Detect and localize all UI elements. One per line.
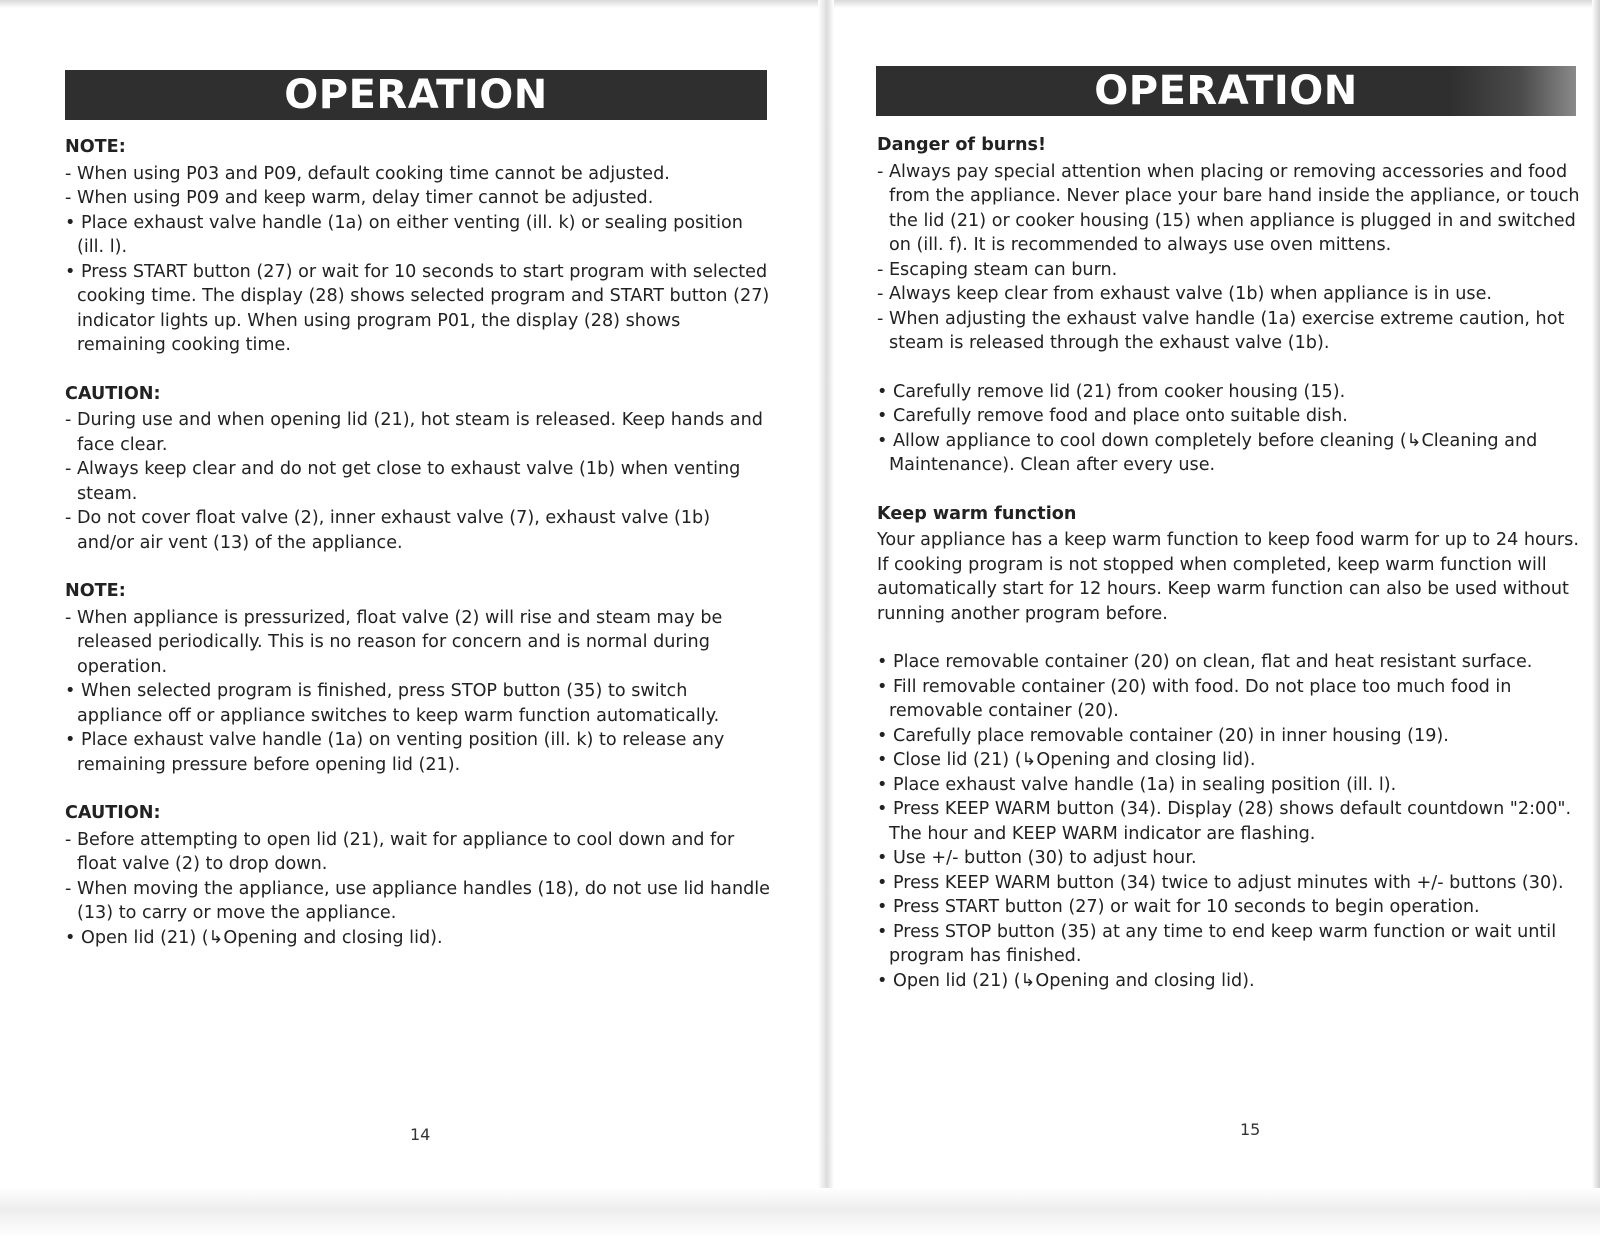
list-item: • Press KEEP WARM button (34). Display (28) shows default countdown "2:00". The hour and KEEP WARM indicator are flashing. — [877, 799, 1572, 844]
right-page — [877, 0, 1580, 1190]
list-item: - When appliance is pressurized, float valve (2) will rise and steam may be released periodically. This is no reason for concern and is normal during operation. — [65, 607, 723, 677]
list-item: • Press START button (27) or wait for 10 seconds to start program with selected cooking time. The display (28) shows selected program and START button (27) indicator lights up. When using program P01, the display (28) shows remaining cooking time. — [65, 261, 770, 355]
section-title: NOTE: — [65, 581, 126, 601]
section-title: Keep warm function — [877, 503, 1077, 524]
list-item: - Do not cover float valve (2), inner exhaust valve (7), exhaust valve (1b) and/or air vent (13) of the appliance. — [65, 508, 711, 553]
list-item: • Allow appliance to cool down completely before cleaning (↳Cleaning and Maintenance). Clean after every use. — [877, 430, 1538, 475]
left-note-section-2 — [65, 579, 770, 777]
list-item: • Use +/- button (30) to adjust hour. — [877, 848, 1197, 868]
section-title: CAUTION: — [65, 383, 161, 404]
list-item: • Place removable container (20) on clean, flat and heat resistant surface. — [877, 652, 1533, 672]
section-title: CAUTION: — [65, 803, 161, 823]
left-page-number: 14 — [410, 1125, 431, 1144]
list-item: • Close lid (21) (↳Opening and closing lid). — [877, 750, 1256, 770]
section-title: NOTE: — [65, 137, 126, 157]
list-item: - During use and when opening lid (21), hot steam is released. Keep hands and face clear. — [65, 410, 763, 455]
right-header-bar — [876, 66, 1576, 116]
section-title: Danger of burns! — [877, 135, 1047, 155]
right-header-title: OPERATION — [1094, 68, 1358, 114]
left-page-content — [65, 135, 770, 974]
list-item: • Press STOP button (35) at any time to end keep warm function or wait until program has finished. — [877, 921, 1557, 966]
list-item: - When using P03 and P09, default cooking time cannot be adjusted. — [65, 163, 670, 184]
list-item: • Press KEEP WARM button (34) twice to adjust minutes with +/- buttons (30). — [877, 872, 1564, 893]
right-page-edge — [1592, 0, 1600, 1237]
list-item: • Open lid (21) (↳Opening and closing lid). — [65, 927, 443, 948]
right-danger-section — [877, 133, 1580, 356]
list-item: - Escaping steam can burn. — [877, 259, 1118, 280]
left-header-title: OPERATION — [284, 72, 548, 118]
list-item: • Carefully remove lid (21) from cooker housing (15). — [877, 381, 1346, 402]
paragraph: Your appliance has a keep warm function to keep food warm for up to 24 hours. If cooking program is not stopped when completed, keep warm function will automatically start for 12 hours. Keep warm function can also be used without running another program before. — [877, 530, 1579, 624]
left-note-section-1 — [65, 135, 770, 358]
left-page — [60, 0, 770, 1190]
right-page-number: 15 — [1240, 1120, 1261, 1139]
right-keep-warm-section — [877, 502, 1580, 627]
list-item: - Always pay special attention when placing or removing accessories and food from the appliance. Never place your bare hand inside the appliance, or touch the lid (21) or cooker housing (15) when appliance is plugged in and switched on (ill. f). It is recommended to always use oven mittens. — [877, 161, 1580, 255]
list-item: • Fill removable container (20) with food. Do not place too much food in removable container (20). — [877, 676, 1512, 721]
bottom-page-edge — [0, 1188, 1600, 1237]
right-keep-warm-steps — [877, 650, 1580, 993]
left-caution-section-2 — [65, 801, 770, 950]
list-item: • When selected program is finished, press STOP button (35) to switch appliance off or appliance switches to keep warm function automatically. — [65, 681, 720, 726]
list-item: - Always keep clear from exhaust valve (1b) when appliance is in use. — [877, 284, 1492, 304]
list-item: - When using P09 and keep warm, delay timer cannot be adjusted. — [65, 188, 654, 208]
right-removal-steps — [877, 380, 1580, 478]
list-item: • Carefully remove food and place onto suitable dish. — [877, 406, 1348, 426]
left-caution-section-1 — [65, 382, 770, 556]
list-item: - Always keep clear and do not get close to exhaust valve (1b) when venting steam. — [65, 459, 741, 504]
left-header-bar — [65, 70, 767, 120]
list-item: - Before attempting to open lid (21), wait for appliance to cool down and for float valve (2) to drop down. — [65, 829, 735, 874]
right-page-content — [877, 133, 1580, 1017]
list-item: • Place exhaust valve handle (1a) on venting position (ill. k) to release any remaining pressure before opening lid (21). — [65, 730, 725, 775]
list-item: - When adjusting the exhaust valve handle (1a) exercise extreme caution, hot steam is released through the exhaust valve (1b). — [877, 308, 1565, 353]
list-item: • Place exhaust valve handle (1a) on either venting (ill. k) or sealing position (ill. l). — [65, 212, 743, 257]
list-item: • Place exhaust valve handle (1a) in sealing position (ill. l). — [877, 774, 1397, 795]
list-item: • Carefully place removable container (20) in inner housing (19). — [877, 725, 1449, 746]
book-gutter — [818, 0, 834, 1190]
list-item: • Open lid (21) (↳Opening and closing lid). — [877, 970, 1255, 991]
list-item: - When moving the appliance, use appliance handles (18), do not use lid handle (13) to carry or move the appliance. — [65, 878, 770, 923]
list-item: • Press START button (27) or wait for 10 seconds to begin operation. — [877, 897, 1480, 917]
